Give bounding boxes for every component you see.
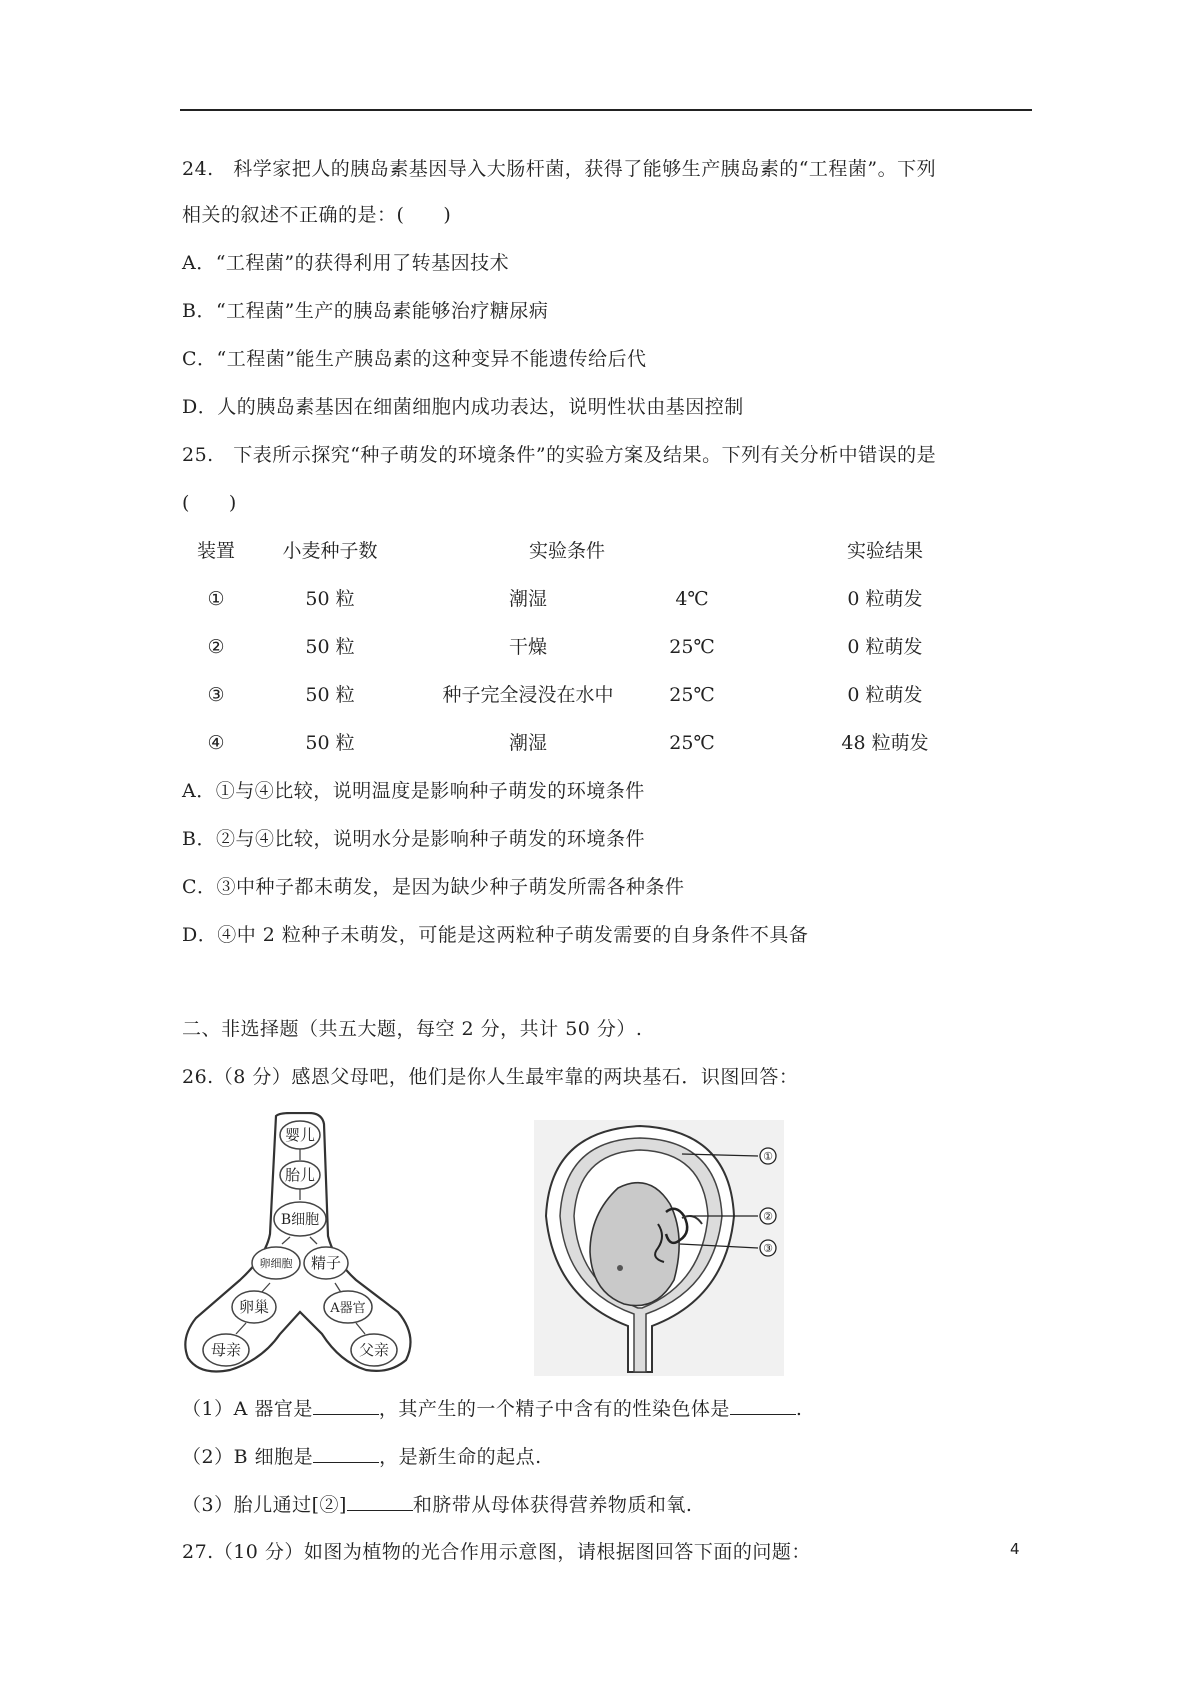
uterus-fetus-diagram bbox=[534, 1120, 784, 1376]
uterus-label-3: ③ bbox=[763, 1242, 773, 1255]
q24-stem-line1: 24. 科学家把人的胰岛素基因导入大肠杆菌，获得了能够生产胰岛素的“工程菌”。下列 bbox=[182, 158, 937, 180]
table-header: 装置 bbox=[196, 540, 236, 562]
table-cell: 25℃ bbox=[669, 684, 715, 706]
table-cell: 50 粒 bbox=[305, 636, 355, 658]
table-cell: ② bbox=[207, 636, 225, 658]
table-cell: 48 粒萌发 bbox=[841, 732, 929, 754]
table-cell: ① bbox=[207, 588, 225, 610]
q24-stem-line2: 相关的叙述不正确的是：( ) bbox=[182, 204, 452, 226]
q26-sub3-text-b: 和脐带从母体获得营养物质和氧. bbox=[412, 1494, 693, 1516]
q26-stem: 26.（8 分）感恩父母吧，他们是你人生最牢靠的两块基石．识图回答： bbox=[182, 1066, 799, 1088]
header-rule bbox=[180, 109, 1032, 111]
label-b-cell: B细胞 bbox=[280, 1212, 320, 1228]
table-cell: 干燥 bbox=[508, 636, 548, 658]
label-baby: 婴儿 bbox=[284, 1126, 316, 1144]
label-a-organ: A器官 bbox=[330, 1301, 366, 1316]
q26-sub1-text-c: . bbox=[795, 1398, 803, 1420]
table-cell: 50 粒 bbox=[305, 684, 355, 706]
q24-option-d: D．人的胰岛素基因在细菌细胞内成功表达，说明性状由基因控制 bbox=[182, 396, 744, 418]
q26-sub2-text-b: ，是新生命的起点. bbox=[379, 1446, 542, 1468]
table-cell: 25℃ bbox=[669, 636, 715, 658]
answer-blank[interactable] bbox=[347, 1492, 413, 1511]
table-header: 实验条件 bbox=[528, 540, 606, 562]
q24-option-a: A．“工程菌”的获得利用了转基因技术 bbox=[182, 252, 510, 274]
label-ovary: 卵巢 bbox=[238, 1298, 270, 1316]
table-cell: 潮湿 bbox=[508, 588, 548, 610]
q26-sub3-text-a: （3）胎儿通过[②] bbox=[182, 1494, 347, 1516]
q27-stem: 27.（10 分）如图为植物的光合作用示意图，请根据图回答下面的问题： bbox=[182, 1541, 811, 1563]
q24-option-c: C．“工程菌”能生产胰岛素的这种变异不能遗传给后代 bbox=[182, 348, 647, 370]
uterus-label-2: ② bbox=[763, 1210, 773, 1223]
uterus-label-1: ① bbox=[763, 1150, 773, 1163]
section2-heading: 二、非选择题（共五大题，每空 2 分，共计 50 分）. bbox=[182, 1018, 643, 1040]
table-header: 实验结果 bbox=[846, 540, 924, 562]
table-cell: ④ bbox=[207, 732, 225, 754]
table-cell: ③ bbox=[207, 684, 225, 706]
table-header: 小麦种子数 bbox=[282, 540, 378, 562]
answer-blank[interactable] bbox=[730, 1396, 796, 1415]
table-cell: 50 粒 bbox=[305, 588, 355, 610]
q26-sub1-text-a: （1）A 器官是 bbox=[182, 1398, 313, 1420]
q25-option-c: C．③中种子都未萌发，是因为缺少种子萌发所需各种条件 bbox=[182, 876, 685, 898]
q26-sub1 bbox=[182, 1396, 802, 1421]
label-egg: 卵细胞 bbox=[259, 1257, 293, 1270]
answer-blank[interactable] bbox=[313, 1444, 379, 1463]
table-cell: 50 粒 bbox=[305, 732, 355, 754]
q25-option-b: B．②与④比较，说明水分是影响种子萌发的环境条件 bbox=[182, 828, 645, 850]
table-cell: 种子完全浸没在水中 bbox=[442, 684, 614, 706]
q25-stem-line2: ( ) bbox=[182, 492, 237, 514]
label-sperm: 精子 bbox=[310, 1254, 342, 1272]
table-cell: 0 粒萌发 bbox=[847, 684, 923, 706]
q26-sub2-text-a: （2）B 细胞是 bbox=[182, 1446, 314, 1468]
q25-option-a: A．①与④比较，说明温度是影响种子萌发的环境条件 bbox=[182, 780, 645, 802]
table-cell: 潮湿 bbox=[508, 732, 548, 754]
q26-sub2 bbox=[182, 1444, 542, 1469]
q24-option-b: B．“工程菌”生产的胰岛素能够治疗糖尿病 bbox=[182, 300, 549, 322]
label-fetus: 胎儿 bbox=[284, 1166, 316, 1184]
table-cell: 0 粒萌发 bbox=[847, 636, 923, 658]
table-cell: 0 粒萌发 bbox=[847, 588, 923, 610]
reproduction-flow-diagram bbox=[180, 1112, 420, 1376]
table-cell: 4℃ bbox=[675, 588, 709, 610]
q26-sub1-text-b: ，其产生的一个精子中含有的性染色体是 bbox=[378, 1398, 730, 1420]
q25-stem-line1: 25. 下表所示探究“种子萌发的环境条件”的实验方案及结果。下列有关分析中错误的是 bbox=[182, 444, 937, 466]
page-number: 4 bbox=[1010, 1540, 1020, 1558]
table-cell: 25℃ bbox=[669, 732, 715, 754]
q25-option-d: D．④中 2 粒种子未萌发，可能是这两粒种子萌发需要的自身条件不具备 bbox=[182, 924, 809, 946]
q26-sub3 bbox=[182, 1492, 692, 1517]
label-mother: 母亲 bbox=[210, 1341, 242, 1359]
label-father: 父亲 bbox=[358, 1341, 390, 1359]
answer-blank[interactable] bbox=[313, 1396, 379, 1415]
